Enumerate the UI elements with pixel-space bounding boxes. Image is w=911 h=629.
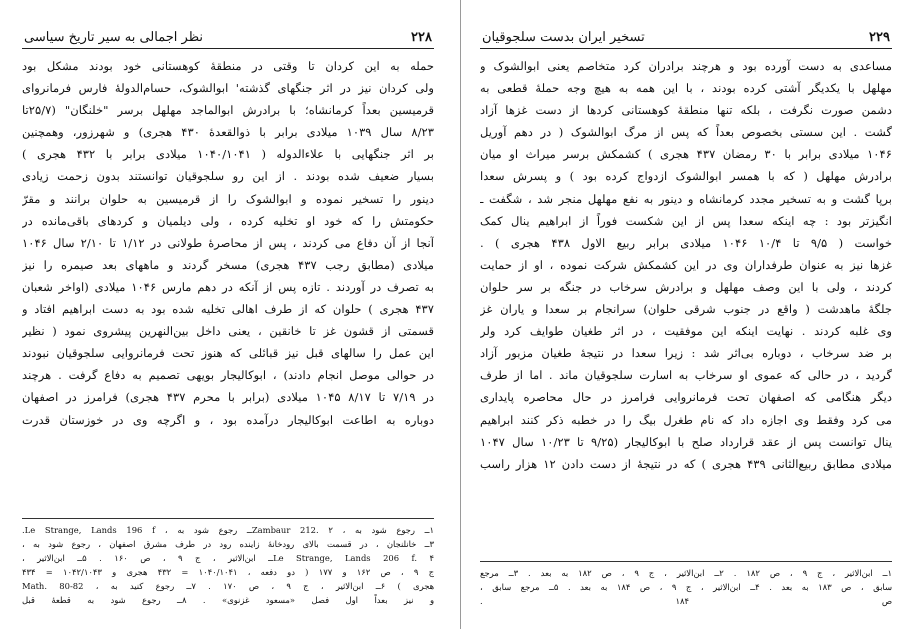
footnote-line: ۱ــ ابن‌الاثیر ، ج ۹ ، ص ۱۸۲ . ۲ــ ابن‌الاثیر ، ج ۹ ، ص ۱۸۲ به بعد . ۳ــ مرجع [480, 568, 892, 578]
text-line: دوباره به اطاعت ابوکالیجار درآمده بود ، و اگرچه وی در خوزستان قدرت [22, 412, 434, 427]
text-line: غزها نیز به عنوان طرفداران وی در این کشمکش شرکت نموده ، او از حمایت [480, 257, 892, 272]
text-line: این عمل را سالهای قبل نیز قبائلی که هنوز تحت فرمانروایی سلجوقیان نبودند [22, 346, 434, 361]
text-line: دیگر هنگامی که اصفهان تحت فرمانروایی فرامرز در حال محاصره پایداری [480, 390, 892, 405]
right-page [480, 30, 892, 615]
text-line: ۸/۲۳ سال ۱۰۳۹ میلادی برابر با ذوالقعدهٔ ۴۳۰ هجری) و شهرزور، وهمچنین [22, 125, 434, 140]
text-line: ینال توانست پس از عقد قرارداد صلح با ابوکالیجار (۹/۲۵ تا ۱۰/۲۳ سال ۱۰۴۷ [480, 434, 892, 449]
footnote-line: ۱ــ رجوع شود به ، Zambaur 212. ۲ــ رجوع شود به ، Le Strange, Lands 196 f. [22, 525, 434, 535]
text-line: گردید ، در حالی که عموی او سرخاب به اسارت سلجوقیان ماند . اما از طرف [480, 368, 892, 383]
text-line: در ۷/۱۹ تا ۸/۱۷ ۱۰۴۵ میلادی (برابر با محرم ۴۳۷ هجری) فرامرز در اصفهان [22, 390, 434, 405]
text-line: بر ضد سرخاب ، دوباره بی‌اثر شد : زیرا سعدا در نتیجهٔ طغیان مزبور آزاد [480, 346, 892, 361]
text-line: ولی کردان نیز در اثر جنگهای گذشته' ابوالشوک، حسام‌الدوله‌ٔ فارس فرمانروای [22, 81, 434, 96]
text-line: برادرش مهلهل ( که با همسر ابوالشوک ازدواج کرده بود ) و پسرش سعدا [480, 169, 892, 184]
footnote-line: سابق ، ص ۱۸۳ به بعد . ۴ــ ابن‌الاثیر ، ج ۹ ، ص ۱۸۴ به بعد . ۵ــ مرجع سابق ، [480, 582, 892, 592]
left-page-header [22, 30, 434, 49]
text-line: قسمتی از قشون غز تا خانقین ، یعنی داخل بین‌النهرین پیشروی نمود ( نظیر [22, 324, 434, 339]
text-line: دشمن صورت نگرفت ، بلکه تنها منطقهٔ کوهستانی کردها از دست غزها آزاد [480, 103, 892, 118]
text-line: برپا گشت و به تسخیر مجدد کرمانشاه و دینور به نفع مهلهل منجر شد ، شگفت ـ [480, 191, 892, 206]
left-footnotes [22, 518, 434, 607]
spine-divider [460, 0, 461, 629]
footnote-line: هجری ) ۶ــ ابن‌الاثیر ، ج ۹ ، ص ۱۷۰ . ۷ــ رجوع کنید به ، Math. 80-82 [22, 581, 434, 591]
text-line: گشت . این سستی بخصوص بعداً که پس از مرگ ابوالشوک ( در دهم آوریل [480, 125, 892, 140]
left-page-number: ۲۲۸ [411, 30, 432, 45]
footnote-line: و نیز بعداً اول فصل «مسعود غزنوی» . ۸ــ رجوع شود به قطعهٔ قبل [22, 595, 434, 605]
text-line: جلگهٔ ماهدشت ( واقع در جنوب شرقی حلوان) سرانجام بر سعدا و یاران غز [480, 302, 892, 317]
text-line: به تصرف در آوردند . تازه پس از آنکه در دهم مارس ۱۰۴۶ میلادی (اواخر شعبان [22, 279, 434, 294]
left-running-head: نظر اجمالی به سیر تاریخ سیاسی [24, 30, 203, 45]
text-line: بسیار ضعیف شده بودند . از این رو سلجوقیان توانستند بدون زحمت زیادی [22, 169, 434, 184]
text-line: وی غلبه کردند . نهایت اینکه این موفقیت ، در اثر طغیان طوایف کرد ولر [480, 324, 892, 339]
text-line: قرمیسین بعداً کرمانشاه؛ با برادرش ابوالماجد مهلهل برسر "خلنگان" (۲۵/۷تا [22, 103, 434, 118]
text-line: انگیزتر بود : چه اینکه سعدا پس از این شکست فوراً از ابراهیم ینال کمک [480, 213, 892, 228]
text-line: میلادی مطابق ربیع‌الثانی ۴۳۹ هجری ) که در نتیجهٔ از دست دادن ۱۲ هزار راسب [480, 456, 892, 471]
text-line: ۴۳۷ هجری ) حلوان که از طرف اهالی تخلیه شده بود به دست ابراهیم افتاد و [22, 302, 434, 317]
text-line: حمله به این کردان تا وقتی در منطقهٔ کوهستانی خود بودند مشکل بود [22, 59, 434, 73]
text-line: مساعدی به دست آورده بود و هرچند برادران کرد متخاصم یعنی ابوالشوک و [480, 59, 892, 73]
text-line: در حوالی موصل انجام دادند) ، ابوکالیجار بویهی تصمیم به دفاع گرفت . هرچند [22, 368, 434, 383]
footnote-line: ص ۱۸۴ . [480, 596, 892, 606]
text-line: مهلهل با یکدیگر آشتی کرده بودند ، با این همه به هیچ وجه حملهٔ قطعی به [480, 81, 892, 96]
text-line: می کرد وفقط وی اجازه داد که نام طغرل بیگ را در خطبه ذکر کنند ابراهیم [480, 412, 892, 427]
text-line: خواست ( ۹/۵ تا ۱۰/۴ ۱۰۴۶ میلادی برابر ربیع الاول ۴۳۸ هجری ) . [480, 235, 892, 250]
right-running-head: تسخیر ایران بدست سلجوقیان [482, 30, 645, 45]
text-line: آنجا از آن دفاع می کردند ، پس از محاصرهٔ طولانی در ۱/۱۲ تا ۲/۱۰ سال ۱۰۴۶ [22, 235, 434, 250]
text-line: دینور را تسخیر نموده و ابوالشوک را از قرمیسین به حلوان برانند و مقرّ [22, 191, 434, 206]
right-page-header [480, 30, 892, 49]
text-line: میلادی (مطابق رجب ۴۳۷ هجری) مسخر گردند و ماههای بعد صیمره را نیز [22, 257, 434, 272]
right-page-number: ۲۲۹ [869, 30, 890, 45]
text-line: کردند ، ولی با این وصف مهلهل و برادرش سرخاب در جنگه بر سر حلوان [480, 279, 892, 294]
right-page-body [480, 55, 892, 475]
text-line: بر اثر جنگهایی با علاءالدوله ( ۱۰۴۰/۱۰۴۱ میلادی برابر با ۴۳۲ هجری ) [22, 147, 434, 162]
text-line: حکومتش را که خود او تخلیه کرده ، ولی دیلمیان و کردهای باقی‌مانده در [22, 213, 434, 228]
footnote-line: Le Strange, Lands 206 f. ۴ــ ابن‌الاثیر ، ج ۹ ، ص ۱۶۰ . ۵ــ ابن‌الاثیر ، [22, 553, 434, 563]
text-line: ۱۰۴۶ میلادی برابر با ۳۰ رمضان ۴۳۷ هجری ) کشمکش برسر میراث او میان [480, 147, 892, 162]
footnote-line: ج ۹ ، ص ۱۶۲ و ۱۷۷ ( دو دفعه ، ۱۰۴۰/۱۰۴۱ = ۴۳۲ هجری و ۱۰۴۲/۱۰۴۳ = ۴۳۴ [22, 567, 434, 577]
left-page-body [22, 55, 434, 431]
footnote-line: ۳ــ خانلنجان ، در قسمت بالای رودخانهٔ زاینده رود در طرف مشرق اصفهان ، رجوع شود به ، [22, 539, 434, 549]
right-footnotes [480, 561, 892, 608]
left-page [22, 30, 434, 615]
